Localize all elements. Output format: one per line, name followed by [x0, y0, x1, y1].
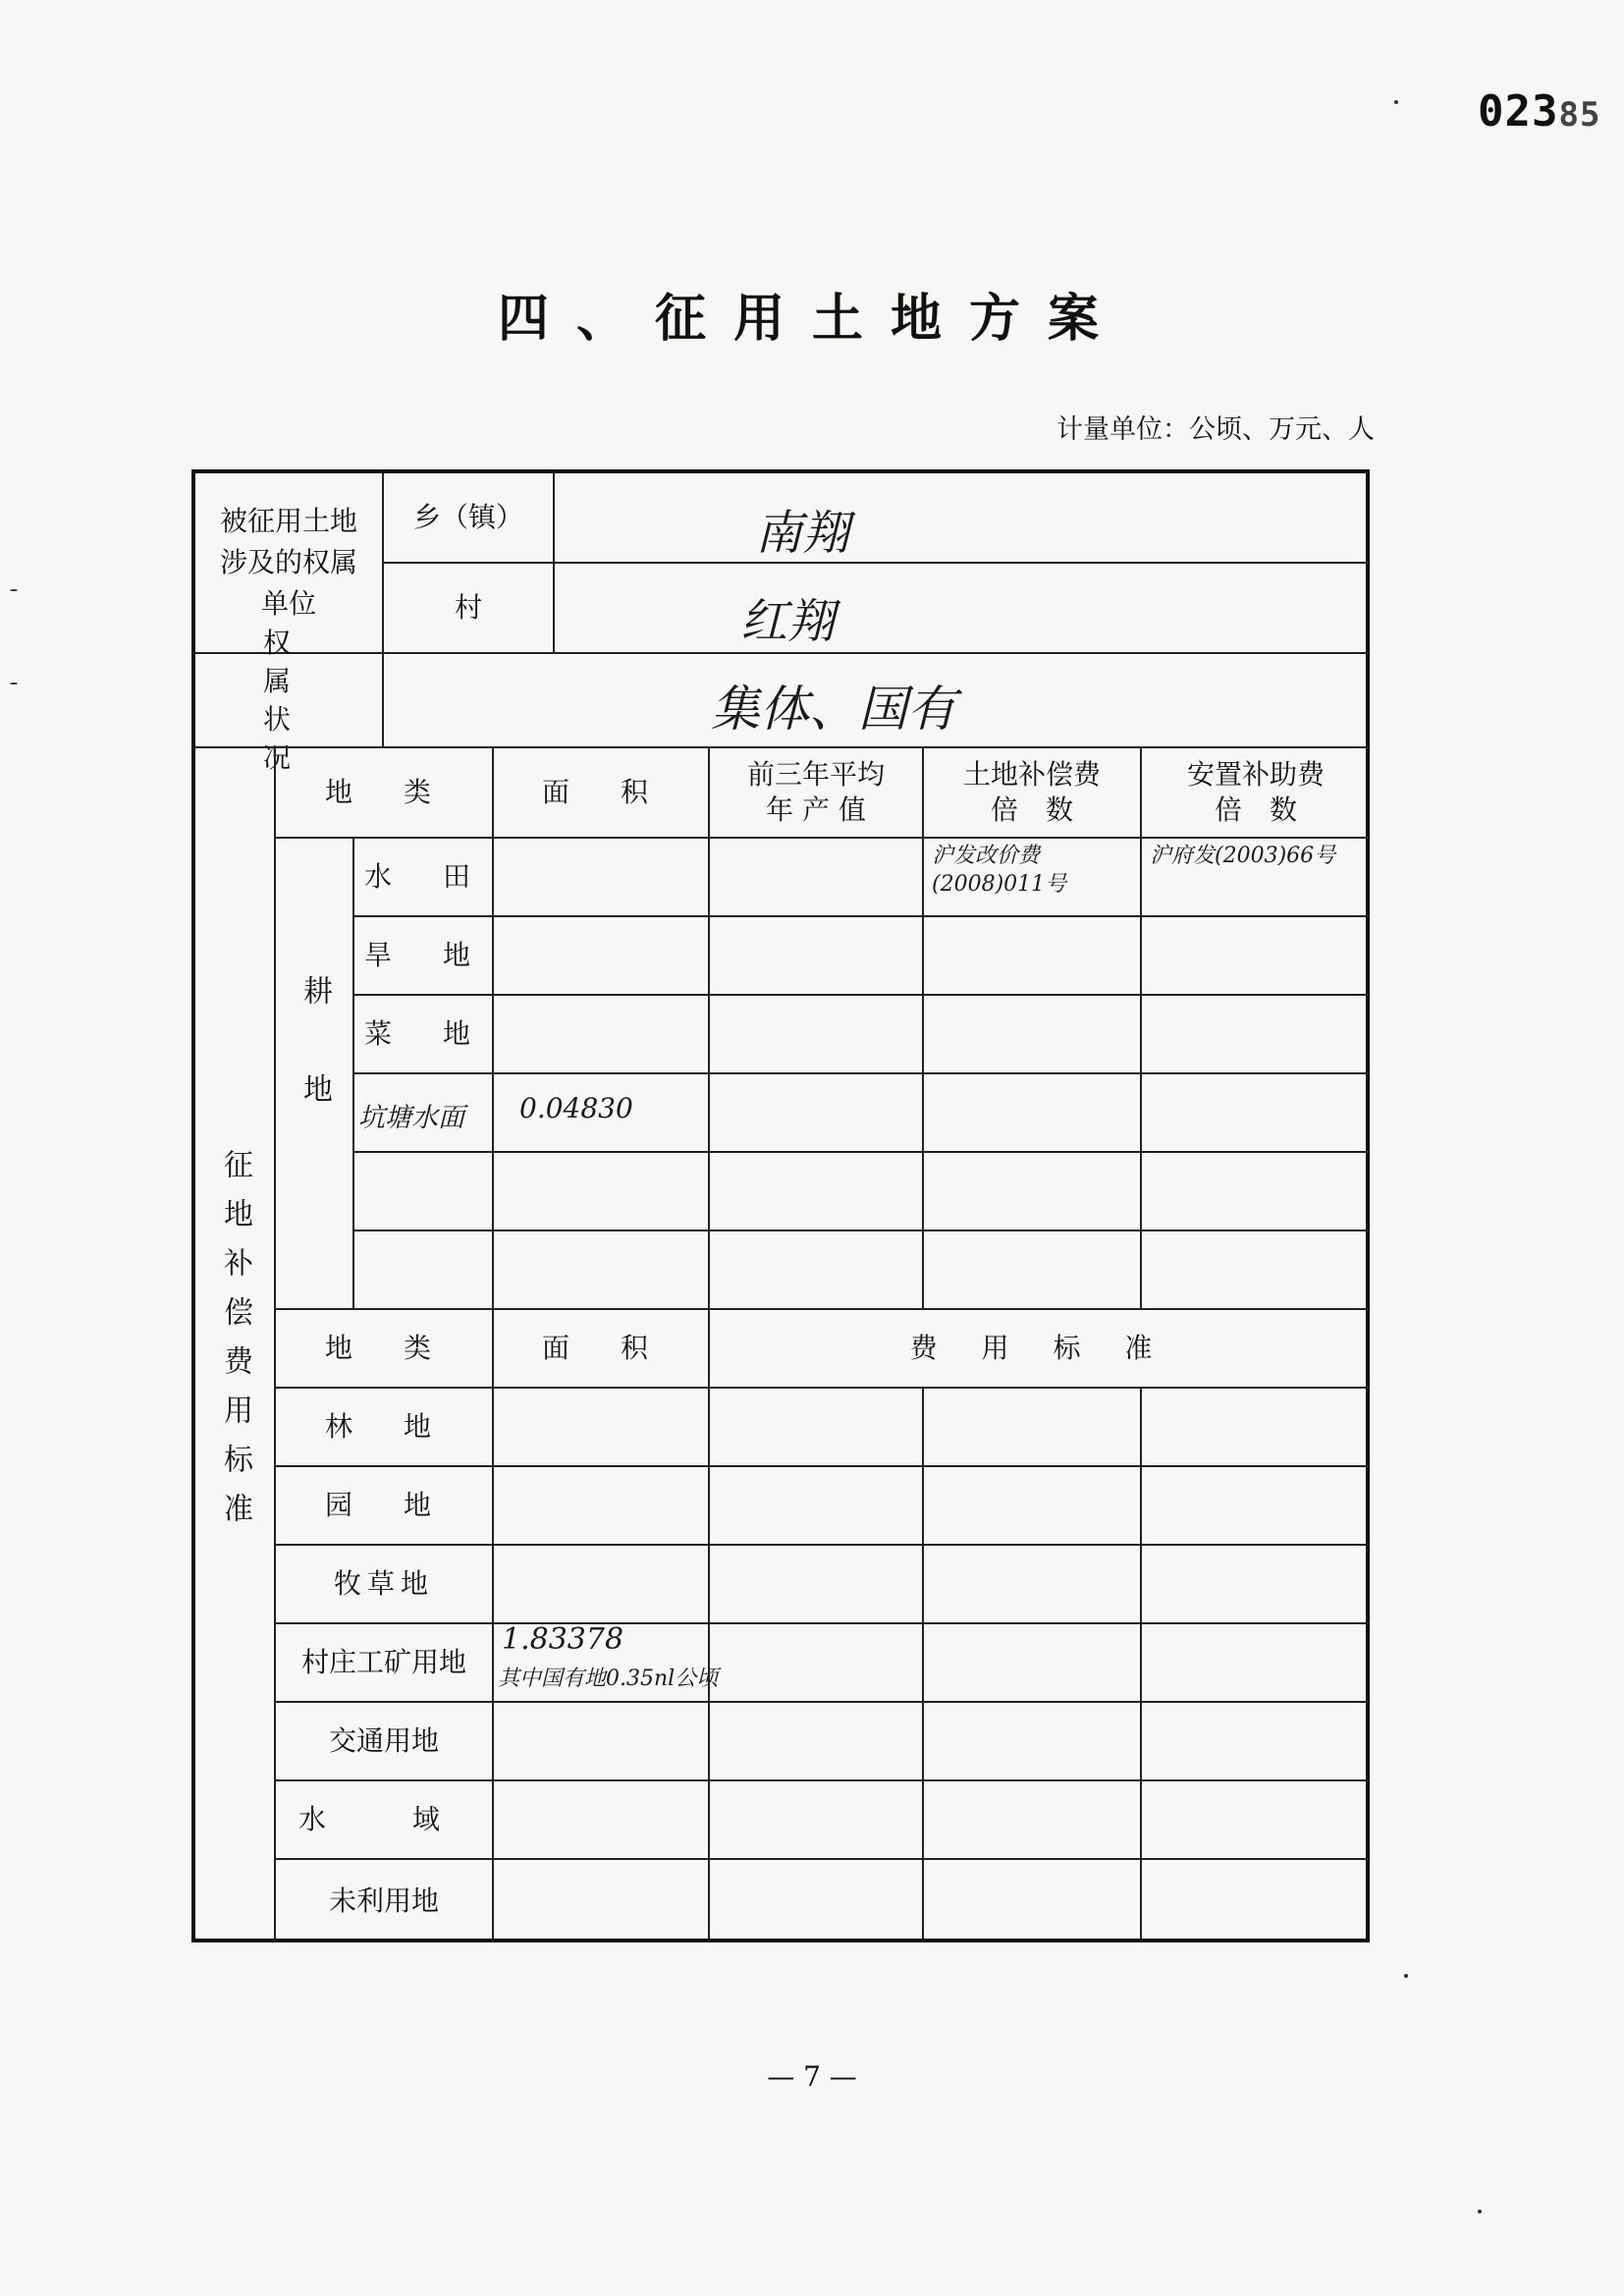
other-row-area	[494, 1781, 710, 1860]
arable-row-output	[710, 1153, 924, 1231]
arable-row-type: 旱 地	[354, 917, 494, 996]
arable-row-area	[494, 1231, 710, 1310]
town-value-cell	[555, 473, 1370, 564]
other-row-type: 园 地	[276, 1467, 494, 1546]
other-row-fee-2	[924, 1860, 1142, 1942]
other-row-fee-1	[710, 1703, 924, 1781]
village-label: 村	[384, 564, 555, 654]
other-row-fee-1	[710, 1546, 924, 1624]
scan-speck	[10, 589, 18, 591]
other-row-fee-2	[924, 1546, 1142, 1624]
scan-speck	[10, 683, 18, 684]
owner-unit-label: 被征用土地涉及的权属单位	[195, 473, 384, 654]
other-row-area	[494, 1467, 710, 1546]
arable-land-label: 耕地	[276, 839, 354, 1310]
handwritten-arable-type: 坑塘水面	[358, 1103, 464, 1133]
other-row-area	[494, 1389, 710, 1467]
village-value-cell	[555, 564, 1370, 654]
other-row-fee-2	[924, 1703, 1142, 1781]
arable-row-area	[494, 917, 710, 996]
handwritten-village-land-note: 其中国有地0.35nl公顷	[498, 1667, 719, 1691]
arable-row-output	[710, 1231, 924, 1310]
arable-row-land-comp	[924, 1231, 1142, 1310]
handwritten-village-land-area: 1.83378	[502, 1622, 624, 1657]
other-row-fee-3	[1142, 1624, 1370, 1703]
other-row-fee-3	[1142, 1389, 1370, 1467]
arable-row-area	[494, 839, 710, 917]
arable-row-output	[710, 1074, 924, 1153]
other-row-fee-1	[710, 1860, 924, 1942]
other-row-type: 林 地	[276, 1389, 494, 1467]
arable-row-resettle	[1142, 1153, 1370, 1231]
other-row-fee-2	[924, 1624, 1142, 1703]
arable-header-avg-output: 前三年平均 年 产 值	[710, 748, 924, 839]
arable-row-land-comp	[924, 1153, 1142, 1231]
other-row-fee-3	[1142, 1467, 1370, 1546]
other-row-fee-2	[924, 1389, 1142, 1467]
other-row-fee-3	[1142, 1860, 1370, 1942]
arable-row-type: 水 田	[354, 839, 494, 917]
arable-header-area: 面 积	[494, 748, 710, 839]
other-row-fee-1	[710, 1467, 924, 1546]
other-row-area	[494, 1546, 710, 1624]
other-row-type: 牧草地	[276, 1546, 494, 1624]
other-row-type: 未利用地	[276, 1860, 494, 1942]
arable-row-land-comp	[924, 996, 1142, 1074]
other-header-land-type: 地 类	[276, 1310, 494, 1389]
other-row-fee-3	[1142, 1781, 1370, 1860]
handwritten-land-comp-ref: 沪发改价费(2008)011号	[932, 844, 1067, 897]
archive-number: 023	[1478, 86, 1559, 137]
arable-row-area	[494, 1153, 710, 1231]
other-row-fee-3	[1142, 1546, 1370, 1624]
arable-row-resettle	[1142, 1231, 1370, 1310]
handwritten-arable-area: 0.04830	[519, 1092, 633, 1124]
archive-number-stamp	[1478, 86, 1600, 137]
other-header-area: 面 积	[494, 1310, 710, 1389]
arable-header-land-compensation: 土地补偿费 倍 数	[924, 748, 1142, 839]
handwritten-village: 红翔	[740, 594, 836, 649]
page-number: — 7 —	[767, 2060, 857, 2093]
other-row-fee-1	[710, 1624, 924, 1703]
town-label: 乡（镇）	[384, 473, 555, 564]
handwritten-town: 南翔	[755, 506, 850, 561]
arable-row-land-comp	[924, 1074, 1142, 1153]
ownership-status-label: 权属状况	[195, 654, 384, 748]
scan-speck	[1394, 100, 1398, 104]
scan-speck	[1478, 2210, 1482, 2214]
other-row-type: 水 域	[276, 1781, 494, 1860]
other-row-fee-3	[1142, 1703, 1370, 1781]
arable-row-resettle	[1142, 1074, 1370, 1153]
other-row-fee-2	[924, 1467, 1142, 1546]
handwritten-resettle-ref: 沪府发(2003)66号	[1150, 844, 1336, 868]
measurement-unit-note: 计量单位：公顷、万元、人	[1056, 414, 1375, 445]
arable-row-output	[710, 839, 924, 917]
archive-number-tail: 85	[1558, 95, 1601, 135]
other-row-area	[494, 1703, 710, 1781]
arable-row-area	[494, 996, 710, 1074]
other-row-area	[494, 1860, 710, 1942]
arable-header-land-type: 地 类	[276, 748, 494, 839]
arable-row-land-comp	[924, 917, 1142, 996]
other-row-type: 交通用地	[276, 1703, 494, 1781]
other-row-type: 村庄工矿用地	[276, 1624, 494, 1703]
arable-row-type	[354, 1153, 494, 1231]
arable-row-output	[710, 917, 924, 996]
other-row-fee-1	[710, 1781, 924, 1860]
arable-row-type	[354, 1231, 494, 1310]
other-row-fee-2	[924, 1781, 1142, 1860]
land-requisition-form	[191, 469, 1370, 1942]
other-row-fee-1	[710, 1389, 924, 1467]
other-header-fee-standard: 费 用 标 准	[710, 1310, 1370, 1389]
page-title: 四、征用土地方案	[497, 289, 1126, 349]
arable-row-resettle	[1142, 917, 1370, 996]
arable-header-resettlement: 安置补助费 倍 数	[1142, 748, 1370, 839]
arable-row-output	[710, 996, 924, 1074]
arable-row-resettle	[1142, 996, 1370, 1074]
arable-row-type: 菜 地	[354, 996, 494, 1074]
scan-speck	[1404, 1974, 1408, 1978]
compensation-section-label: 征地补偿费用标准	[195, 748, 276, 1942]
handwritten-ownership-status: 集体、国有	[711, 681, 956, 738]
